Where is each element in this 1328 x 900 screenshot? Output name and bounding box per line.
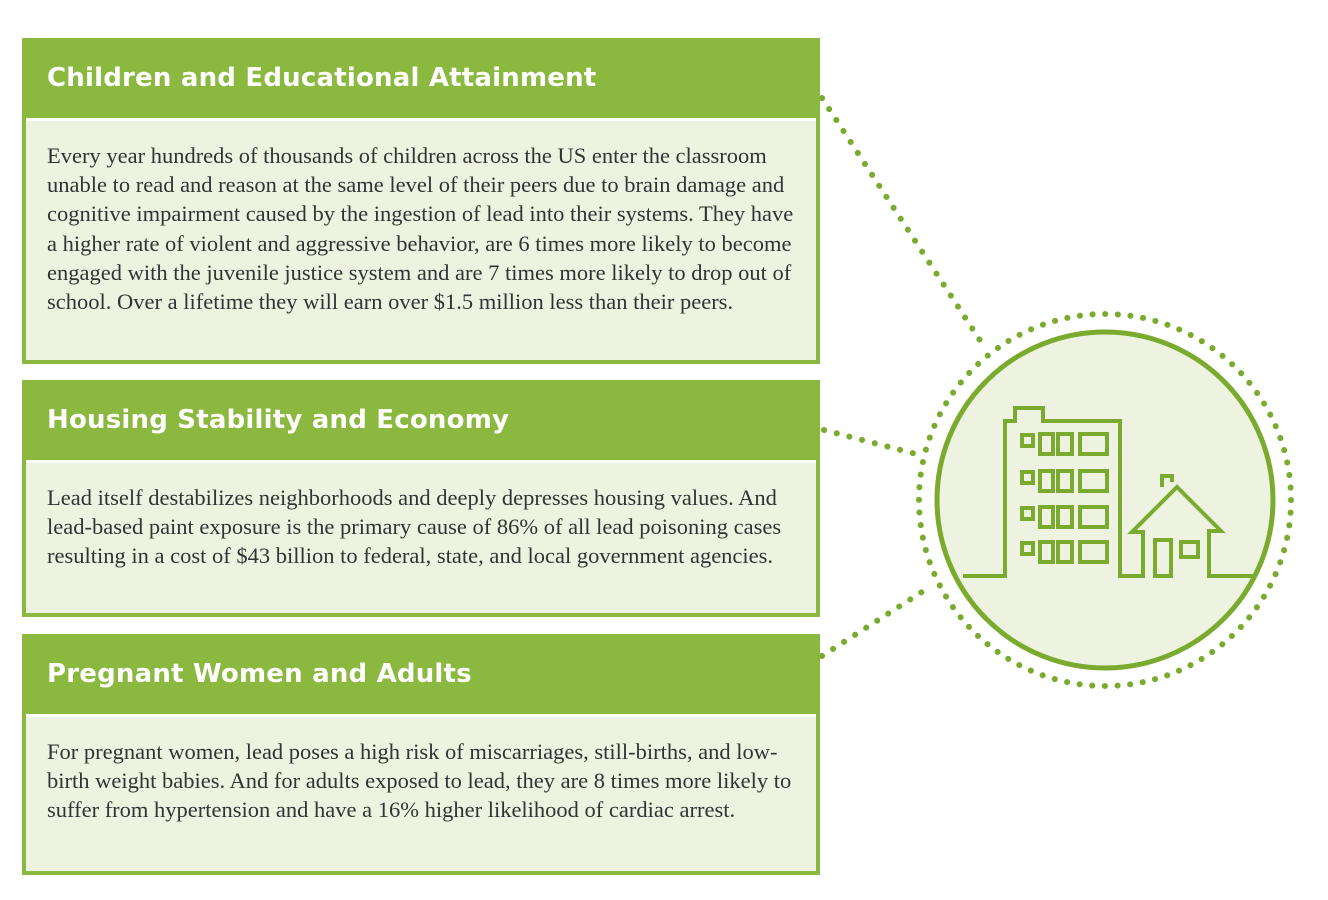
card-title: Housing Stability and Economy	[47, 405, 510, 435]
card-children-education	[22, 38, 820, 364]
card-pregnant-women-adults	[22, 634, 820, 875]
connector-top	[822, 98, 985, 348]
card-housing-economy	[22, 380, 820, 617]
dotted-connectors	[822, 98, 985, 656]
card-text: Every year hundreds of thousands of children across the US enter the classroom unable to read and reason at the same level of their peers due to brain damage and cognitive impairment caused by the ingestion of lead into their systems. They have a higher rate of violent and aggressive behavior, are 6 times more likely to become engaged with the juvenile justice system and are 7 times more likely to drop out of school. Over a lifetime they will earn over $1.5 million less than their peers.	[47, 143, 794, 315]
card-title: Children and Educational Attainment	[47, 63, 597, 93]
dotted-ring	[919, 314, 1291, 686]
icon-circle	[937, 332, 1273, 668]
card-text: For pregnant women, lead poses a high risk of miscarriages, still-births, and low-birth weight babies. And for adults exposed to lead, they are 8 times more likely to suffer from hypertension and have a 16% higher likelihood of cardiac arrest.	[47, 739, 792, 823]
card-body	[26, 460, 816, 613]
card-body	[26, 714, 816, 871]
card-title: Pregnant Women and Adults	[47, 659, 472, 689]
card-text: Lead itself destabilizes neighborhoods and deeply depresses housing values. And lead-based paint exposure is the primary cause of 86% of all lead poisoning cases resulting in a cost of $43 billion to federal, state, and local government agencies.	[47, 485, 782, 569]
card-body	[26, 118, 816, 360]
connector-middle	[824, 430, 920, 455]
buildings-house-icon	[963, 408, 1253, 576]
connector-bottom	[822, 590, 925, 656]
